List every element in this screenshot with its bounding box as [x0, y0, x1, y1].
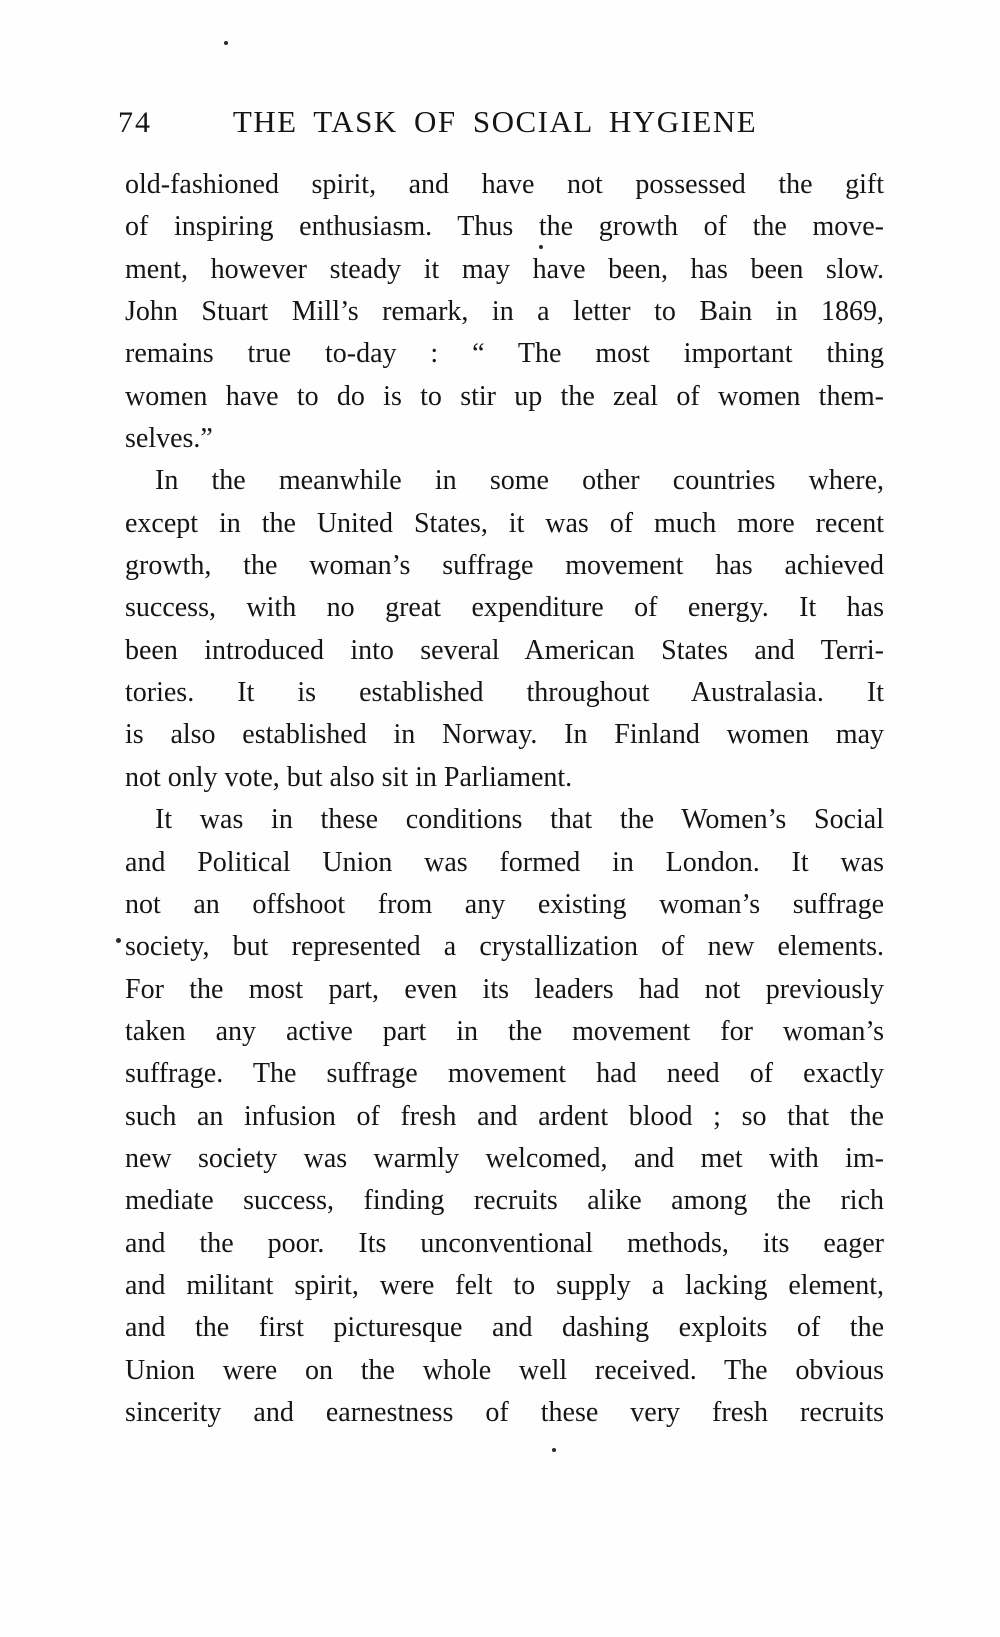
text-line: such an infusion of fresh and ardent blood ; so that the: [125, 1100, 884, 1132]
text-line: It was in these conditions that the Women’s Social: [155, 804, 884, 836]
text-line: growth, the woman’s suffrage movement has achieved: [125, 550, 884, 582]
body-text-block: [125, 164, 884, 1434]
text-line: sincerity and earnestness of these very fresh recruits: [125, 1396, 884, 1428]
text-line: For the most part, even its leaders had not previously: [125, 973, 884, 1005]
text-line: John Stuart Mill’s remark, in a letter to Bain in 1869,: [125, 296, 884, 328]
text-line: and militant spirit, were felt to supply a lacking element,: [125, 1269, 884, 1301]
text-line: old-fashioned spirit, and have not possessed the gift: [125, 169, 884, 200]
text-line: selves.”: [125, 423, 213, 455]
text-line: and the poor. Its unconventional methods, its eager: [125, 1227, 884, 1259]
text-line: Union were on the whole well received. The obvious: [125, 1354, 884, 1386]
text-line: and the first picturesque and dashing exploits of the: [125, 1312, 884, 1344]
scan-speck: [116, 938, 121, 943]
text-line: tories. It is established throughout Australasia. It: [125, 677, 884, 709]
text-line: been introduced into several American States and Terri-: [125, 634, 884, 666]
running-header-title: THE TASK OF SOCIAL HYGIENE: [232, 104, 758, 139]
text-line: taken any active part in the movement for woman’s: [125, 1015, 884, 1047]
text-line: new society was warmly welcomed, and met with im-: [125, 1142, 884, 1174]
text-line: remains true to-day : “ The most important thing: [125, 338, 884, 370]
text-line: mediate success, finding recruits alike among the rich: [125, 1185, 884, 1217]
text-line: success, with no great expenditure of energy. It has: [125, 592, 884, 624]
text-line: not only vote, but also sit in Parliament.: [125, 761, 573, 793]
text-line: ment, however steady it may have been, has been slow.: [125, 253, 884, 285]
text-line: In the meanwhile in some other countries where,: [155, 465, 884, 497]
text-line: suffrage. The suffrage movement had need of exactly: [125, 1058, 884, 1090]
text-line: is also established in Norway. In Finland women may: [125, 719, 884, 751]
text-line: society, but represented a crystallization of new elements.: [125, 931, 884, 963]
text-line: except in the United States, it was of much more recent: [125, 507, 884, 539]
page-number: 74: [118, 106, 152, 139]
text-line: of inspiring enthusiasm. Thus the growth of the move-: [125, 211, 884, 243]
scan-speck: [224, 41, 228, 45]
text-line: women have to do is to stir up the zeal of women them-: [125, 380, 884, 412]
scan-speck: [552, 1448, 556, 1452]
text-line: and Political Union was formed in London. It was: [125, 846, 884, 878]
scan-speck: [539, 245, 543, 249]
text-line: not an offshoot from any existing woman’s suffrage: [125, 888, 884, 920]
